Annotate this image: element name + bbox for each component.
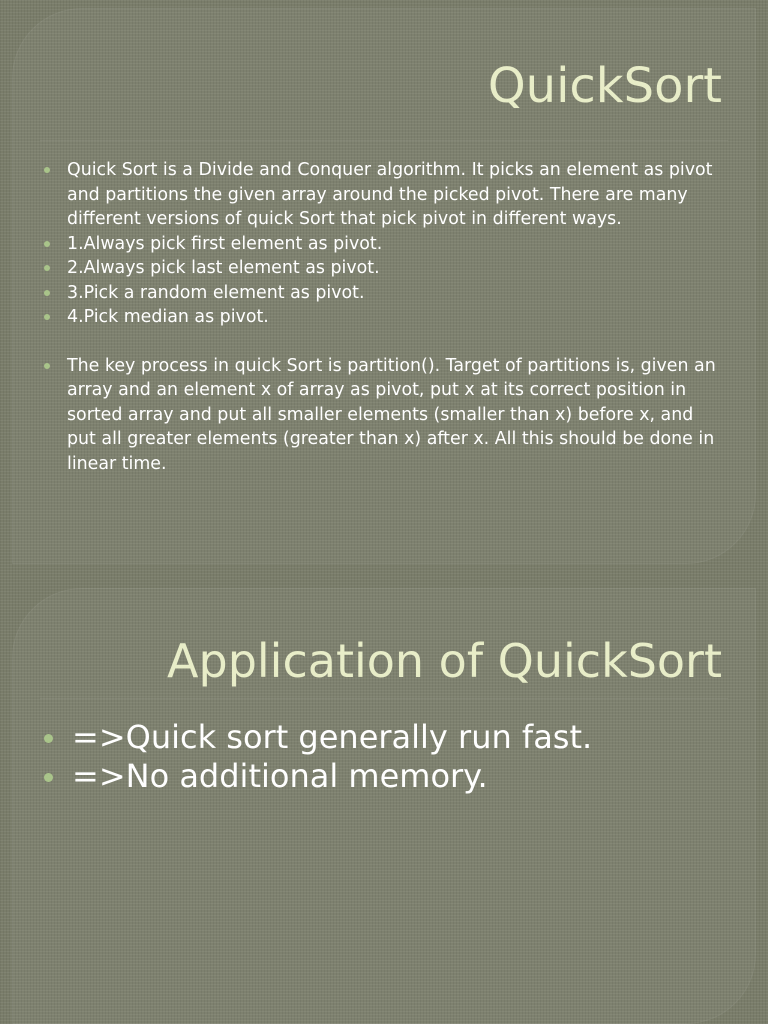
bullet-text: Quick Sort is a Divide and Conquer algorithm. It picks an element as pivot and partitions the given array around the picked pivot. There are many different versions of quick Sort that pick pivot in different ways. [67, 160, 713, 229]
slide-quicksort [0, 8, 768, 564]
bullet-item [0, 158, 768, 232]
bullet-dot-icon [44, 167, 50, 173]
slide-application [0, 588, 768, 1024]
bullet-item [0, 281, 768, 306]
bullet-text: 1.Always pick first element as pivot. [67, 233, 383, 254]
slide-title: Application of QuickSort [167, 634, 722, 688]
slide-title: QuickSort [487, 58, 722, 114]
bullet-item [0, 354, 768, 477]
bullet-text: =>No additional memory. [72, 757, 488, 795]
bullet-text: The key process in quick Sort is partition(). Target of partitions is, given an array and an element x of array as pivot, put x at its correct position in sorted array and put all smaller elements (smaller than x) before x, and put all greater elements (greater than x) after x. All this should be done in linear time. [67, 355, 716, 474]
bullet-text: 3.Pick a random element as pivot. [67, 282, 365, 303]
bullet-dot-icon [44, 265, 50, 271]
bullet-item [0, 718, 768, 757]
bullet-dot-icon [44, 314, 50, 320]
bullet-item [0, 757, 768, 796]
title-divider [40, 140, 728, 141]
bullet-list [0, 718, 768, 796]
bullet-item [0, 256, 768, 281]
bullet-spacer [0, 330, 768, 354]
bullet-dot-icon [44, 773, 53, 782]
bullet-dot-icon [44, 363, 50, 369]
bullet-text: 4.Pick median as pivot. [67, 307, 269, 327]
bullet-dot-icon [44, 290, 50, 296]
bullet-text: =>Quick sort generally run fast. [72, 718, 593, 756]
title-divider [40, 698, 728, 699]
bullet-dot-icon [44, 734, 53, 743]
bullet-text: 2.Always pick last element as pivot. [67, 258, 380, 278]
bullet-item [0, 305, 768, 330]
bullet-item [0, 232, 768, 257]
bullet-list [0, 158, 768, 476]
bullet-dot-icon [44, 241, 50, 247]
